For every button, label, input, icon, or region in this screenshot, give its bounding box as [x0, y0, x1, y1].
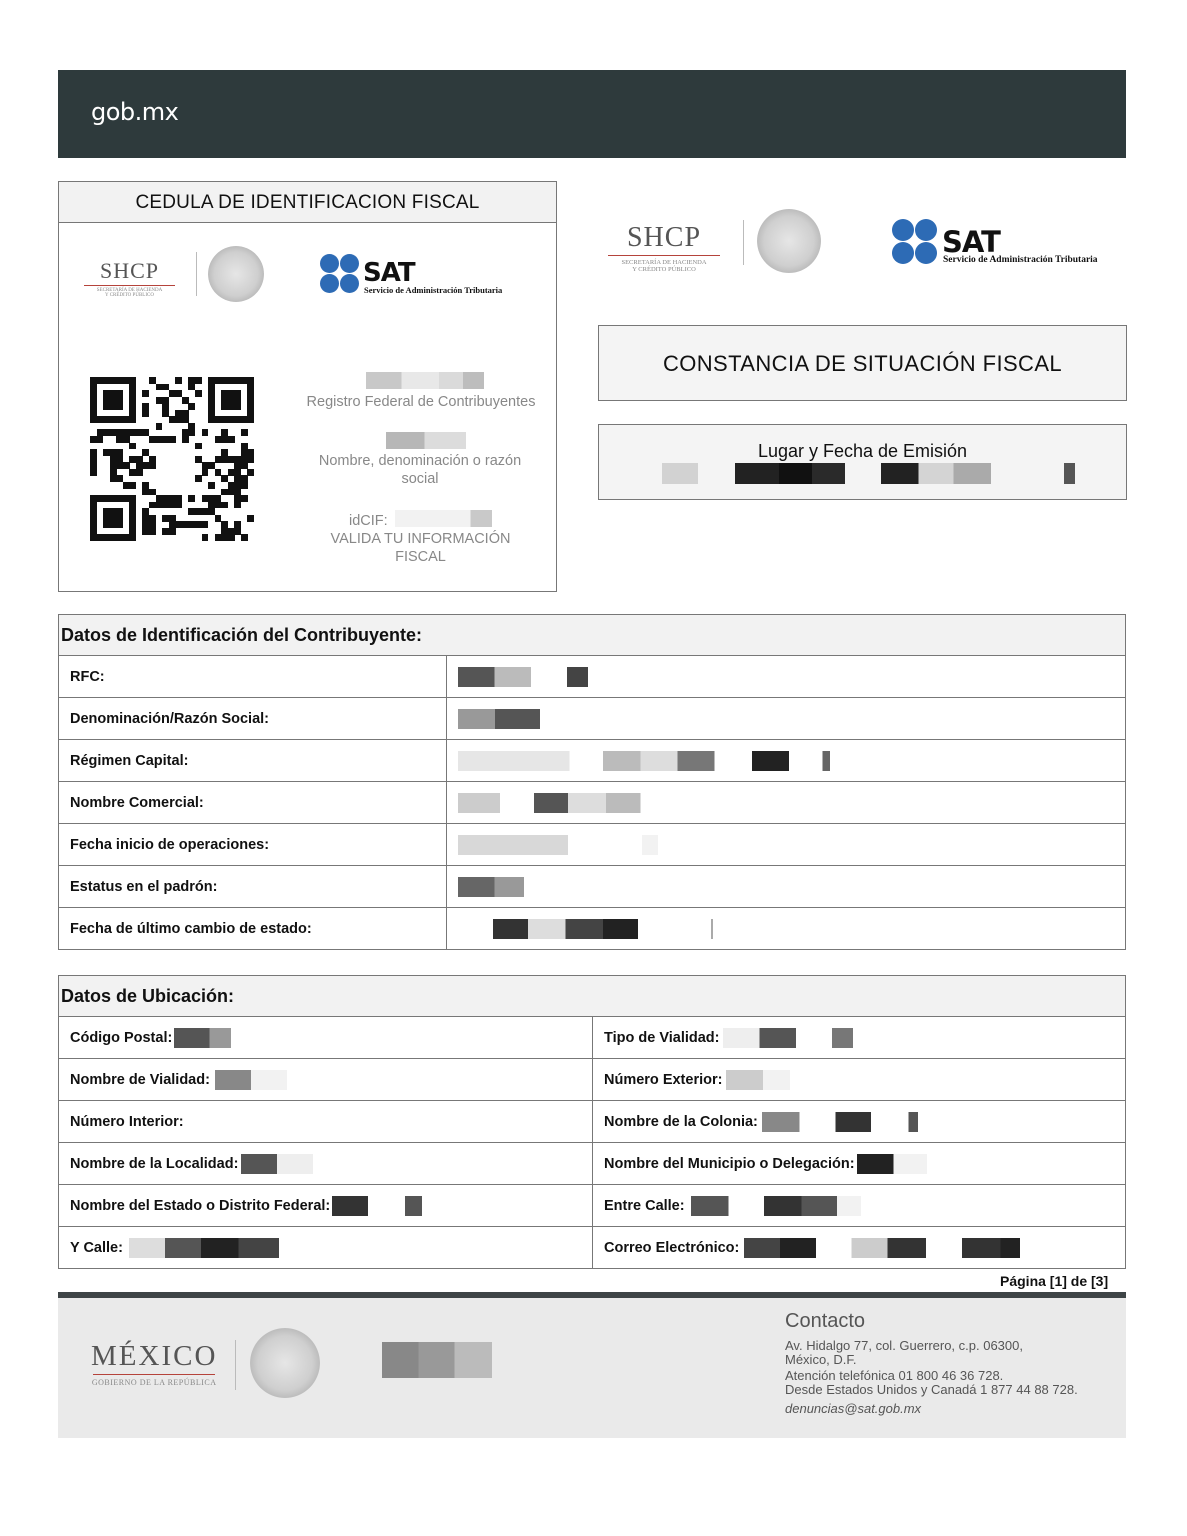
- row-cell: [593, 1143, 1126, 1185]
- qr-module: [188, 495, 195, 502]
- qr-module: [129, 482, 136, 489]
- row-label: Número Exterior:: [604, 1071, 723, 1088]
- qr-module: [234, 403, 241, 410]
- contacto-phone: Desde Estados Unidos y Canadá 1 877 44 88 728.: [785, 1381, 1078, 1397]
- qr-module: [188, 403, 195, 410]
- nombre-label: Nombre, denominación o razón social: [318, 453, 522, 487]
- qr-module: [241, 534, 248, 541]
- row-cell: [59, 1101, 593, 1143]
- redacted-fecha: [881, 463, 991, 484]
- qr-module: [247, 469, 254, 476]
- cedula-title: CEDULA DE IDENTIFICACION FISCAL: [59, 182, 556, 223]
- eagle-seal-icon: [757, 209, 821, 273]
- qr-module: [195, 475, 202, 482]
- valida-label: VALIDA TU INFORMACIÓN FISCAL: [330, 531, 511, 565]
- idcif-label: idCIF:: [349, 513, 388, 529]
- redacted-fecha: [1064, 463, 1075, 484]
- constancia-title: CONSTANCIA DE SITUACIÓN FISCAL: [598, 325, 1127, 401]
- ubicacion-heading: Datos de Ubicación:: [59, 976, 1126, 1017]
- sat-logo-text: SAT: [942, 225, 1000, 259]
- row-label: Entre Calle:: [604, 1197, 685, 1214]
- qr-module: [202, 429, 209, 436]
- shcp-logo-text: SHCP: [99, 258, 160, 283]
- row-value: [447, 656, 1126, 698]
- eagle-seal-icon: [208, 246, 264, 302]
- mexico-logo-text: MÉXICO: [91, 1340, 218, 1372]
- sat-dot-icon: [340, 254, 359, 273]
- qr-module: [129, 534, 136, 541]
- qr-module: [182, 436, 189, 443]
- sat-dot-icon: [892, 242, 914, 264]
- page-number: Página [1] de [3]: [1000, 1273, 1109, 1289]
- row-cell: [59, 1185, 593, 1227]
- redacted-rfc: [366, 372, 484, 389]
- qr-module: [116, 521, 123, 528]
- qr-module: [208, 482, 215, 489]
- qr-module: [228, 436, 235, 443]
- row-label: Y Calle:: [70, 1239, 123, 1256]
- row-label: Nombre del Municipio o Delegación:: [604, 1155, 855, 1172]
- qr-module: [97, 436, 104, 443]
- lugar-fecha-box: [598, 424, 1127, 500]
- row-value: [447, 824, 1126, 866]
- row-cell: [593, 1101, 1126, 1143]
- sat-logo-sub: Servicio de Administración Tributaria: [943, 255, 1098, 265]
- qr-module: [221, 502, 228, 509]
- qr-code-icon[interactable]: [90, 377, 254, 541]
- qr-module: [241, 482, 248, 489]
- row-label: Fecha inicio de operaciones:: [59, 824, 447, 866]
- row-label: Régimen Capital:: [59, 740, 447, 782]
- identificacion-heading: Datos de Identificación del Contribuyente:: [59, 615, 1126, 656]
- qr-module: [169, 528, 176, 535]
- qr-module: [116, 403, 123, 410]
- row-label: Nombre de Vialidad:: [70, 1071, 210, 1088]
- row-value: [447, 782, 1126, 824]
- qr-module: [169, 436, 176, 443]
- qr-module: [175, 502, 182, 509]
- row-label: Número Interior:: [70, 1113, 184, 1130]
- row-cell: [59, 1059, 593, 1101]
- row-value: [447, 698, 1126, 740]
- contacto-address: México, D.F.: [785, 1351, 857, 1367]
- identificacion-table: [58, 614, 1126, 950]
- row-label: Estatus en el padrón:: [59, 866, 447, 908]
- row-cell: [593, 1059, 1126, 1101]
- qr-module: [136, 469, 143, 476]
- qr-module: [202, 534, 209, 541]
- qr-module: [195, 443, 202, 450]
- contacto-title: Contacto: [785, 1310, 866, 1332]
- sat-dot-icon: [320, 254, 339, 273]
- sat-dot-icon: [340, 274, 359, 293]
- qr-module: [142, 410, 149, 417]
- redacted-footer-image: [382, 1342, 492, 1378]
- redacted-lugar: [735, 463, 845, 484]
- row-label: Denominación/Razón Social:: [59, 698, 447, 740]
- qr-module: [149, 528, 156, 535]
- gob-mx-header: [58, 70, 1126, 158]
- qr-module: [195, 377, 202, 384]
- ubicacion-table: [58, 975, 1126, 1269]
- footer: [58, 1298, 1126, 1438]
- row-label: Nombre de la Localidad:: [70, 1155, 239, 1172]
- row-label: Tipo de Vialidad:: [604, 1029, 720, 1046]
- qr-module: [188, 429, 195, 436]
- row-label: Nombre del Estado o Distrito Federal:: [70, 1197, 331, 1214]
- qr-module: [241, 429, 248, 436]
- rfc-label: Registro Federal de Contribuyentes: [306, 394, 536, 410]
- redacted-nombre: [386, 432, 466, 449]
- qr-module: [90, 469, 97, 476]
- shcp-logo-small: [82, 258, 177, 298]
- shcp-logo-sub1: SECRETARÍA DE HACIENDA: [96, 288, 163, 293]
- row-label: Nombre Comercial:: [59, 782, 447, 824]
- logo-divider: [743, 220, 744, 265]
- eagle-seal-icon: [250, 1328, 320, 1398]
- row-cell: [593, 1017, 1126, 1059]
- row-cell: [593, 1185, 1126, 1227]
- shcp-logo-large: [606, 222, 722, 273]
- sat-dot-icon: [915, 242, 937, 264]
- row-value: [447, 866, 1126, 908]
- shcp-logo-sub2: Y CRÉDITO PÚBLICO: [632, 266, 696, 273]
- shcp-logo-rule: [84, 285, 175, 286]
- lugar-fecha-label: Lugar y Fecha de Emisión: [757, 441, 968, 461]
- row-value: [447, 908, 1126, 950]
- qr-module: [228, 534, 235, 541]
- row-value: [447, 740, 1126, 782]
- mexico-logo-rule: [93, 1374, 215, 1375]
- row-cell: [59, 1017, 593, 1059]
- row-label: Nombre de la Colonia:: [604, 1113, 758, 1130]
- gob-mx-logo[interactable]: gob.mx: [91, 98, 179, 126]
- qr-module: [247, 515, 254, 522]
- qr-module: [241, 495, 248, 502]
- sat-dot-icon: [892, 219, 914, 241]
- sat-logo-large: [892, 219, 1132, 269]
- qr-module: [156, 423, 163, 430]
- shcp-logo-sub2: Y CRÉDITO PÚBLICO: [105, 293, 154, 298]
- contacto-phone: Atención telefónica 01 800 46 36 728.: [785, 1368, 1004, 1383]
- qr-module: [234, 502, 241, 509]
- shcp-logo-text: SHCP: [626, 222, 702, 253]
- redacted-lugar: [662, 463, 698, 484]
- sat-logo-small: [320, 254, 530, 298]
- qr-module: [202, 521, 209, 528]
- redacted-idcif: [395, 510, 492, 527]
- logo-divider: [196, 252, 197, 296]
- row-label: Código Postal:: [70, 1029, 173, 1046]
- shcp-logo-rule: [608, 255, 720, 256]
- qr-module: [149, 462, 156, 469]
- logo-divider: [235, 1340, 236, 1390]
- qr-module: [129, 416, 136, 423]
- contacto-email-link[interactable]: denuncias@sat.gob.mx: [785, 1401, 922, 1416]
- mexico-logo-sub: GOBIERNO DE LA REPÚBLICA: [91, 1378, 217, 1387]
- qr-module: [142, 390, 149, 397]
- qr-module: [202, 469, 209, 476]
- row-label: Correo Electrónico:: [604, 1239, 740, 1256]
- contacto-block: [785, 1310, 1078, 1416]
- shcp-logo-sub1: SECRETARÍA DE HACIENDA: [621, 259, 707, 266]
- row-label: Fecha de último cambio de estado:: [59, 908, 447, 950]
- qr-module: [175, 377, 182, 384]
- mexico-logo: [91, 1340, 217, 1387]
- sat-logo-text: SAT: [363, 258, 415, 288]
- qr-module: [129, 443, 136, 450]
- sat-logo-sub: Servicio de Administración Tributaria: [364, 285, 503, 295]
- contacto-address: Av. Hidalgo 77, col. Guerrero, c.p. 06300,: [785, 1338, 1023, 1353]
- qr-module: [195, 390, 202, 397]
- row-cell: [59, 1227, 593, 1269]
- qr-module: [247, 456, 254, 463]
- row-label: RFC:: [59, 656, 447, 698]
- sat-dot-icon: [915, 219, 937, 241]
- qr-module: [247, 416, 254, 423]
- row-cell: [59, 1143, 593, 1185]
- row-cell: [593, 1227, 1126, 1269]
- sat-dot-icon: [320, 274, 339, 293]
